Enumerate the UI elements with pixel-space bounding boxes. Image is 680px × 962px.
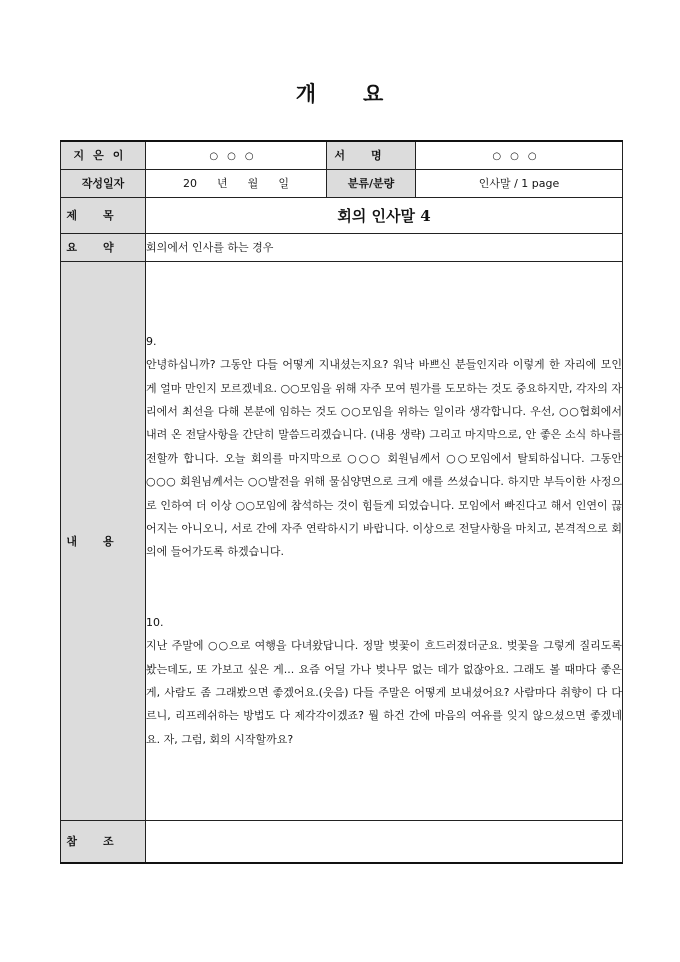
author-value: ○○○	[146, 141, 327, 169]
reference-label: 참조	[61, 820, 146, 863]
content-item-number: 10.	[146, 615, 164, 629]
author-label: 지은이	[61, 141, 146, 169]
signature-label: 서명	[327, 141, 416, 169]
title-char-2: 요	[363, 81, 385, 106]
subject-value: 회의 인사말 4	[146, 197, 623, 233]
subject-label: 제목	[61, 197, 146, 233]
summary-label: 요약	[61, 233, 146, 261]
page-title	[0, 78, 680, 108]
reference-value	[146, 820, 623, 863]
date-label: 작성일자	[61, 169, 146, 197]
content-item-text: 안녕하십니까? 그동안 다들 어떻게 지내셨는지요? 워낙 바쁘신 분들인지라 이렇게 한 자리에 모인 게 얼마 만인지 모르겠네요. ○○모임을 위해 자주 모여 뭔가를 도모하는 것도 중요하지만, 각자의 자리에서 최선을 다해 본분에 임하는 것도 ○○모임을 위하는 일이라 생각합니다. 우선, ○○협회에서 내려 온 전달사항을 간단히 말씀드리겠습니다. (내용 생략) 그리고 마지막으로, 안 좋은 소식 하나를 전할까 합니다. 오늘 회의를 마지막으로 ○○○ 회원님께서 ○○모임에서 탈퇴하십니다. 그동안 ○○○ 회원님께서는 ○○발전을 위해 물심양면으로 크게 애를 쓰셨습니다. 하지만 부득이한 사정으로 인하여 더 이상 ○○모임에 참석하는 것이 힘들게 되었습니다. 모임에서 빠진다고 해서 인연이 끊어지는 아니오니, 서로 간에 자주 연락하시기 바랍니다. 이상으로 전달사항을 마치고, 본격적으로 회의에 들어가도록 하겠습니다.	[146, 358, 622, 559]
date-value: 20 년 월 일	[146, 169, 327, 197]
content-item-text: 지난 주말에 ○○으로 여행을 다녀왔답니다. 정말 벚꽃이 흐드러졌더군요. 벚꽃을 그렇게 질리도록 봤는데도, 또 가보고 싶은 게... 요즘 어딜 가나 벚나무 없는 데가 없잖아요. 그래도 볼 때마다 좋은 게, 사람도 좀 그래봤으면 좋겠어요.(웃음) 다들 주말은 어떻게 보내셨어요? 사람마다 취향이 다 다르니, 리프레쉬하는 방법도 다 제각각이겠죠? 뭘 하건 간에 마음의 여유를 잊지 않으셨으면 좋겠네요. 자, 그럼, 회의 시작할까요?	[146, 639, 622, 746]
content-label: 내용	[61, 261, 146, 820]
title-char-1: 개	[295, 81, 317, 106]
signature-value: ○○○	[416, 141, 623, 169]
category-value: 인사말 / 1 page	[416, 169, 623, 197]
category-label: 분류/분량	[327, 169, 416, 197]
document-table	[60, 140, 623, 864]
summary-value: 회의에서 인사를 하는 경우	[146, 233, 623, 261]
content-item-number: 9.	[146, 334, 157, 348]
content-body	[146, 261, 623, 820]
